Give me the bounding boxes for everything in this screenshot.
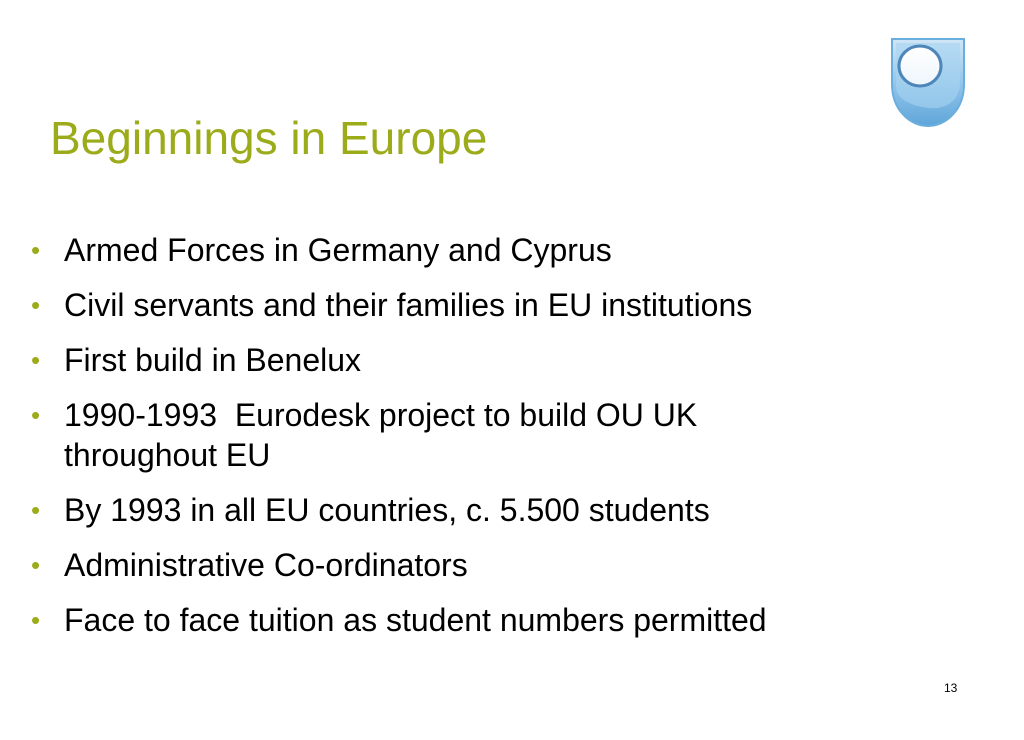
bullet-icon: • [31, 495, 41, 525]
list-item [28, 230, 988, 270]
bullet-list [28, 230, 988, 655]
list-item [28, 340, 988, 380]
list-item [28, 285, 988, 325]
list-item [28, 490, 988, 530]
bullet-icon: • [31, 605, 41, 635]
list-item [28, 545, 988, 585]
shield-logo-icon [888, 36, 968, 130]
bullet-text: Face to face tuition as student numbers permitted [64, 602, 767, 638]
bullet-icon: • [31, 235, 41, 265]
list-item [28, 395, 988, 475]
bullet-text: 1990-1993 Eurodesk project to build OU UK throughout EU [64, 397, 698, 473]
bullet-text: First build in Benelux [64, 342, 362, 378]
bullet-text: Administrative Co-ordinators [64, 547, 468, 583]
bullet-text: Civil servants and their families in EU institutions [64, 287, 753, 323]
list-item [28, 600, 988, 640]
bullet-icon: • [31, 400, 41, 430]
bullet-icon: • [31, 550, 41, 580]
bullet-text: By 1993 in all EU countries, c. 5.500 students [64, 492, 710, 528]
bullet-icon: • [31, 290, 41, 320]
bullet-icon: • [31, 345, 41, 375]
bullet-text: Armed Forces in Germany and Cyprus [64, 232, 612, 268]
page-number: 13 [944, 681, 958, 695]
slide-title: Beginnings in Europe [50, 112, 488, 164]
